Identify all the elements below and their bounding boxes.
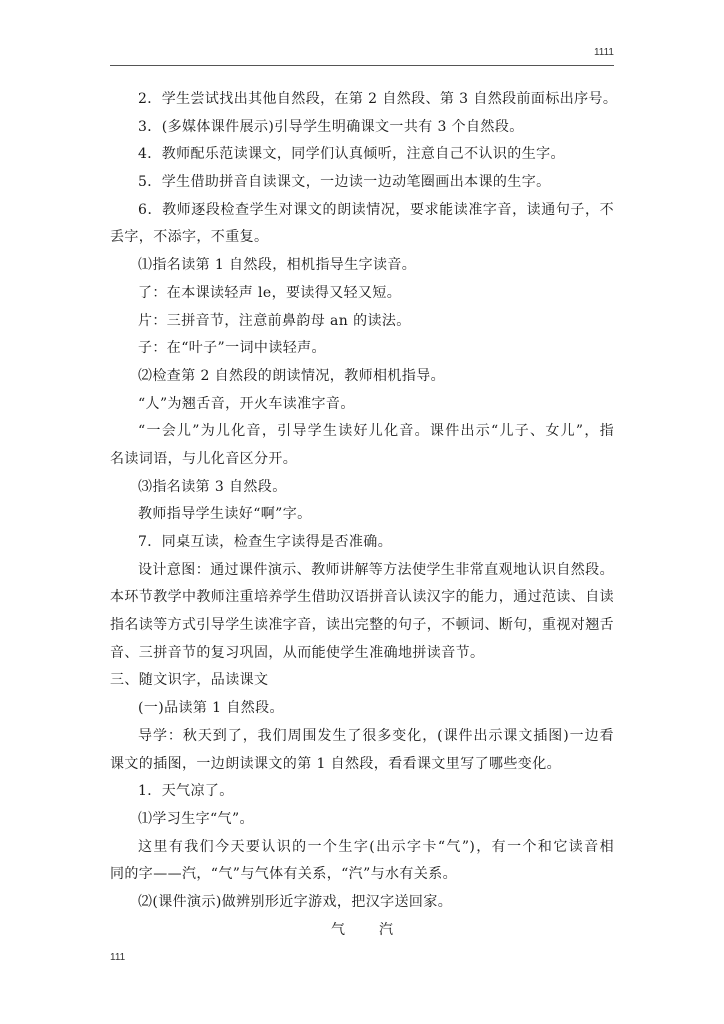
paragraph-line: (一)品读第 1 自然段。 [138, 700, 284, 717]
paragraph-line: 本环节教学中教师注重培养学生借助汉语拼音认读汉字的能力，通过范读、自读 [110, 589, 614, 606]
paragraph-line: 2．学生尝试找出其他自然段，在第 2 自然段、第 3 自然段前面标出序号。 [138, 91, 618, 107]
page-footer-number: 111 [110, 952, 126, 963]
paragraph-line: ⑴学习生字“气”。 [138, 810, 254, 827]
paragraph-line: ⑴指名读第 1 自然段，相机指导生字读音。 [138, 257, 417, 274]
paragraph-line: 导学：秋天到了，我们周围发生了很多变化，(课件出示课文插图)一边看 [138, 727, 614, 744]
paragraph-line: 4．教师配乐范读课文，同学们认真倾听，注意自己不认识的生字。 [138, 146, 565, 163]
paragraph-line: 这里有我们今天要认识的一个生字(出示字卡“气”)，有一个和它读音相 [138, 838, 614, 855]
paragraph-line: 5．学生借助拼音自读课文，一边读一边动笔圈画出本课的生字。 [138, 174, 551, 191]
paragraph-line: 子：在“叶子”一词中读轻声。 [138, 340, 326, 357]
paragraph-line: ⑶指名读第 3 自然段。 [138, 478, 287, 495]
paragraph-line: 课文的插图，一边朗读课文的第 1 自然段，看看课文里写了哪些变化。 [110, 755, 562, 772]
paragraph-line: 音、三拼音节的复习巩固，从而能使学生准确地拼读音节。 [110, 644, 485, 661]
document-body [110, 86, 618, 944]
character-pair [110, 917, 614, 945]
paragraph-line: 教师指导学生读好“啊”字。 [138, 506, 312, 523]
character-qi: 气 [331, 921, 345, 938]
paragraph-line: ⑵检查第 2 自然段的朗读情况，教师相机指导。 [138, 367, 446, 384]
paragraph-line: 7．同桌互读，检查生字读得是否准确。 [138, 534, 393, 550]
paragraph-line: 名读词语，与儿化音区分开。 [110, 450, 298, 467]
paragraph-line: 6．教师逐段检查学生对课文的朗读情况，要求能读准字音，读通句子，不 [138, 201, 614, 218]
paragraph-line: 设计意图：通过课件演示、教师讲解等方法使学生非常直观地认识自然段。 [138, 561, 614, 578]
paragraph-line: 丢字，不添字，不重复。 [110, 229, 269, 246]
paragraph-line: 了：在本课读轻声 le，要读得又轻又短。 [138, 284, 402, 301]
paragraph-line: 片：三拼音节，注意前鼻韵母 an 的读法。 [138, 312, 411, 329]
paragraph-line: 同的字——汽，“气”与气体有关系，“汽”与水有关系。 [110, 866, 458, 883]
page-header-number: 1111 [593, 47, 614, 58]
paragraph-line: ⑵(课件演示)做辨别形近字游戏，把汉字送回家。 [138, 893, 453, 910]
paragraph-line: 3．(多媒体课件展示)引导学生明确课文一共有 3 个自然段。 [138, 118, 524, 135]
paragraph-line: 指名读等方式引导学生读准字音，读出完整的句子，不顿词、断句，重视对翘舌 [110, 617, 614, 634]
character-qi-steam: 汽 [379, 921, 393, 938]
paragraph-line: “人”为翘舌音，开火车读准字音。 [138, 395, 355, 412]
paragraph-line: “一会儿”为儿化音，引导学生读好儿化音。课件出示“儿子、女儿”，指 [138, 423, 614, 440]
paragraph-line: 1．天气凉了。 [138, 783, 234, 800]
section-heading: 三、随文识字，品读课文 [110, 672, 269, 689]
header-rule [110, 65, 614, 66]
